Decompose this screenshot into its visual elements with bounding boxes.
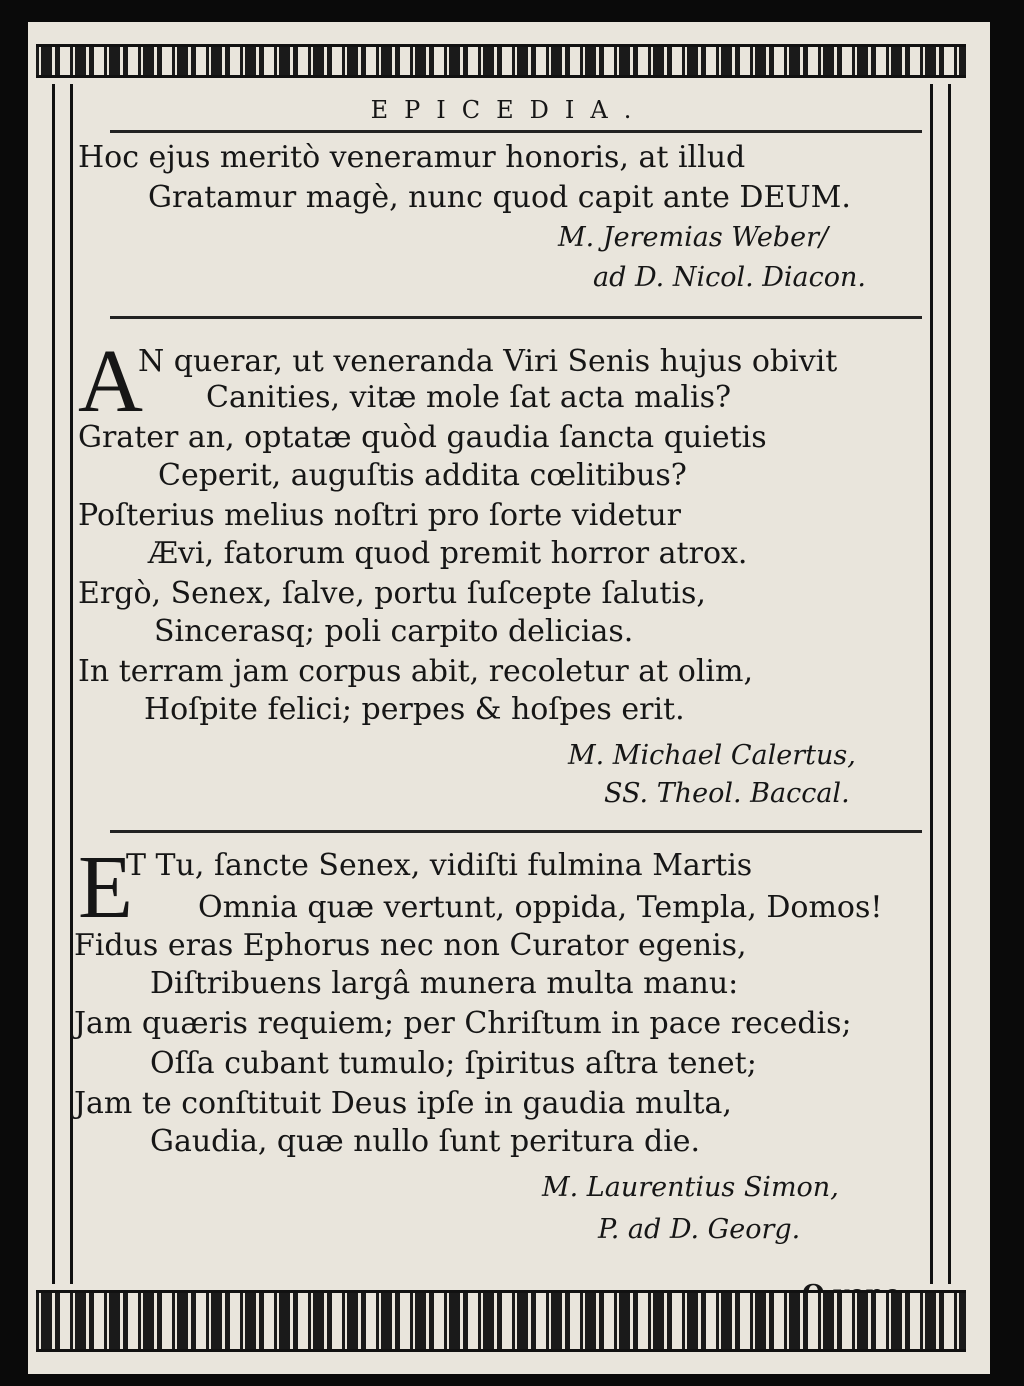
section-divider-1: [110, 316, 922, 319]
ornamental-border-top: [36, 44, 966, 78]
poem2-line-10: Hoſpite felici; perpes & hoſpes erit.: [144, 692, 685, 727]
poem3-line-6: Oſſa cubant tumulo; ſpiritus aſtra tenet;: [150, 1046, 757, 1081]
left-frame-rule: [52, 84, 55, 1284]
poem2-line-8: Sincerasq; poli carpito delicias.: [154, 614, 634, 649]
poem2-signature-name: M. Michael Calertus,: [568, 740, 856, 771]
poem2-line-6: Ævi, fatorum quod premit horror atrox.: [148, 536, 748, 571]
poem1-signature-name: M. Jeremias Weber/: [558, 222, 829, 253]
poem2-line-3: Grater an, optatæ quòd gaudia ſancta quietis: [78, 420, 767, 455]
ornamental-border-bottom: [36, 1290, 966, 1352]
poem2-line-1: N querar, ut veneranda Viri Senis hujus obivit: [138, 344, 838, 379]
book-page: [28, 22, 990, 1374]
poem1-signature-title: ad D. Nicol. Diacon.: [593, 262, 866, 293]
poem3-line-1: T Tu, ſancte Senex, vidiſti fulmina Martis: [126, 848, 753, 883]
poem2-line-2: Canities, vitæ mole ſat acta malis?: [206, 380, 732, 415]
poem3-signature-name: M. Laurentius Simon,: [542, 1172, 839, 1203]
left-inner-rule: [70, 84, 73, 1284]
poem2-signature-title: SS. Theol. Baccal.: [604, 778, 850, 809]
poem3-line-3: Fidus eras Ephorus nec non Curator egenis,: [74, 928, 747, 963]
poem1-line-2: Gratamur magè, nunc quod capit ante DEUM.: [148, 180, 851, 215]
poem2-dropcap: A: [78, 332, 143, 431]
section-divider-2: [110, 830, 922, 833]
poem3-dropcap: E: [78, 838, 133, 937]
poem2-line-4: Ceperit, auguſtis addita cœlitibus?: [158, 458, 687, 493]
poem3-line-5: Jam quæris requiem; per Chriſtum in pace recedis;: [74, 1006, 852, 1041]
right-frame-rule: [930, 84, 933, 1284]
poem3-line-7: Jam te conſtituit Deus ipſe in gaudia multa,: [74, 1086, 732, 1121]
poem3-line-8: Gaudia, quæ nullo ſunt peritura die.: [150, 1124, 701, 1159]
poem3-line-4: Diſtribuens largâ munera multa manu:: [150, 966, 739, 1001]
poem3-line-2: Omnia quæ vertunt, oppida, Templa, Domos!: [198, 890, 883, 925]
right-inner-rule: [948, 84, 951, 1284]
poem2-line-9: In terram jam corpus abit, recoletur at olim,: [78, 654, 753, 689]
poem1-line-1: Hoc ejus meritò veneramur honoris, at illud: [78, 140, 746, 175]
header-rule: [110, 130, 922, 133]
page-header: EPICEDIA.: [370, 96, 648, 124]
poem2-line-5: Poſterius melius noſtri pro ſorte videtur: [78, 498, 682, 533]
poem2-line-7: Ergò, Senex, ſalve, portu ſuſcepte ſalutis,: [78, 576, 706, 611]
poem3-signature-title: P. ad D. Georg.: [598, 1214, 801, 1245]
